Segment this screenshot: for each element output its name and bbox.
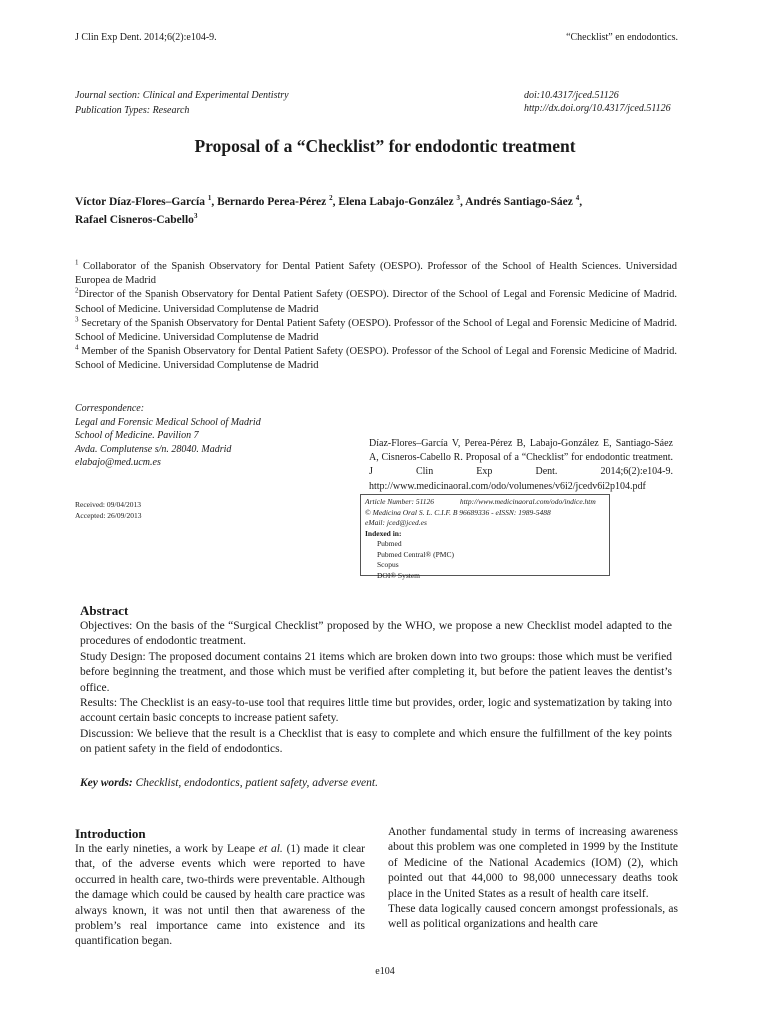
- author-sup: 1: [207, 194, 212, 203]
- affiliation: [75, 288, 677, 316]
- running-header-right: “Checklist” en endodontics.: [566, 32, 678, 43]
- affiliation-text: Director of the Spanish Observatory for Dental Patient Safety (OESPO). Director of the School of Legal and Forensic Medicine of Madrid. School of Medicine. Universidad Complutense de Madrid: [75, 289, 677, 315]
- abstract-results: Results: The Checklist is an easy-to-use tool that requires little time but provides, order, logic and systematization by taking into account certain basic concepts to increase patient safety.: [80, 697, 672, 725]
- doi: doi:10.4317/jced.51126: [524, 90, 619, 101]
- author-sep: ,: [460, 196, 466, 208]
- affiliation-sup: 1: [75, 258, 79, 267]
- author-name: Víctor Díaz-Flores–García: [75, 196, 205, 208]
- correspondence: [75, 402, 261, 470]
- abstract-study-design: Study Design: The proposed document contains 21 items which are broken down into two groups: those which must be verified before beginning the treatment, and those which must be verified after completing it, but before the patient leaves the dentist’s office.: [80, 650, 672, 694]
- publication-types: Publication Types: Research: [75, 105, 190, 116]
- abstract-objectives: Objectives: On the basis of the “Surgical Checklist” proposed by the WHO, we propose a new Checklist model adapted to the procedures of endodontic treatment.: [80, 620, 672, 648]
- author-name: Bernardo Perea-Pérez: [217, 196, 327, 208]
- intro-paragraph: [75, 842, 365, 950]
- citation: Díaz-Flores–García V, Perea-Pérez B, Labajo-González E, Santiago-Sáez A, Cisneros-Cabello R. Proposal of a “Checklist” for endodontic treatment. J Clin Exp Dent. 2014;6(2):e104-9. http://www.medicinaoral.com/odo/volumenes/v6i2/jcedv6i2p104.pdf: [369, 438, 673, 492]
- abstract-discussion: Discussion: We believe that the result is a Checklist that is easy to complete and which ensure the fulfillment of the key points on patient safety in the field of endodontics.: [80, 727, 672, 756]
- page-number: e104: [375, 966, 395, 977]
- index-link[interactable]: http://www.medicinaoral.com/odo/indice.htm: [459, 497, 596, 506]
- intro-right-column: [388, 825, 678, 933]
- doi-link[interactable]: http://dx.doi.org/10.4317/jced.51126: [524, 103, 671, 114]
- intro-text: In the early nineties, a work by Leape: [75, 843, 259, 855]
- indexed-item: Pubmed: [377, 539, 402, 548]
- article-info-box: [360, 494, 610, 580]
- dates: [75, 499, 141, 521]
- correspondence-line: School of Medicine. Pavilion 7: [75, 430, 199, 441]
- affiliation: [75, 345, 677, 373]
- author-sup: 3: [193, 212, 198, 221]
- article-number-row: [365, 497, 605, 508]
- affiliation-text: Collaborator of the Spanish Observatory for Dental Patient Safety (OESPO). Professor of the School of Health Sciences. Universidad Europea de Madrid: [75, 261, 677, 287]
- correspondence-line: Legal and Forensic Medical School of Madrid: [75, 416, 261, 428]
- intro-paragraph: Another fundamental study in terms of increasing awareness about this problem was one completed in 1999 by the Institute of Medicine of the National Academics (IOM) (2), which pointed out that 44,000 to 98,000 unnecessary deaths took place in the United States as a result of health care itself.: [388, 826, 678, 900]
- keywords-label: Key words:: [80, 777, 133, 789]
- copyright: © Medicina Oral S. L. C.I.F. B 96689336 - eISSN: 1989-5488: [365, 507, 551, 517]
- abstract-heading: Abstract: [80, 603, 129, 618]
- author-sup: 3: [456, 194, 461, 203]
- running-header-left: J Clin Exp Dent. 2014;6(2):e104-9.: [75, 32, 217, 43]
- affiliation: [75, 260, 677, 288]
- intro-paragraph: These data logically caused concern amongst professionals, as well as political organizations and health care: [388, 903, 678, 931]
- affiliation: [75, 317, 677, 345]
- indexed-label: Indexed in:: [365, 528, 402, 538]
- correspondence-label: Correspondence:: [75, 403, 145, 414]
- author-sep: ,: [332, 196, 339, 208]
- accepted-date: Accepted: 26/09/2013: [75, 511, 142, 520]
- indexed-item: Scopus: [377, 560, 399, 569]
- affiliation-sup: 3: [75, 315, 79, 324]
- info-email[interactable]: eMail: jced@jced.es: [365, 518, 427, 527]
- author-name: Andrés Santiago-Sáez: [465, 196, 573, 208]
- keywords-text: Checklist, endodontics, patient safety, adverse event.: [135, 777, 378, 789]
- affiliation-sup: 4: [75, 343, 79, 352]
- author-sup: 2: [329, 194, 333, 203]
- intro-text: (1) made it clear that, of the adverse events which were reported to have occurred in health care, two-thirds were preventable. Although the damage which could be caused by health care practice was always known, it was not until then that awareness of the problem’s real importance came into existence and its quantification began.: [75, 843, 366, 948]
- author-list: [75, 193, 685, 229]
- article-title: Proposal of a “Checklist” for endodontic treatment: [194, 136, 576, 156]
- author-sep: ,: [579, 196, 583, 208]
- intro-heading: Introduction: [75, 826, 146, 841]
- correspondence-email[interactable]: elabajo@med.ucm.es: [75, 457, 161, 468]
- author-name: Rafael Cisneros-Cabello: [75, 214, 194, 226]
- affiliation-text: Member of the Spanish Observatory for Dental Patient Safety (OESPO). Professor of the School of Legal and Forensic Medicine of Madrid. School of Medicine. Universidad Complutense de Madrid: [75, 346, 678, 372]
- affiliation-text: Secretary of the Spanish Observatory for Dental Patient Safety (OESPO). Professor of the School of Legal and Forensic Medicine of Madrid. School of Medicine. Universidad Complutense de Madrid: [75, 317, 677, 344]
- keywords: [80, 777, 378, 789]
- indexed-item: Pubmed Central® (PMC): [377, 549, 454, 559]
- abstract: [80, 603, 672, 758]
- author-sep: ,: [211, 196, 218, 208]
- intro-etal: et al.: [258, 843, 283, 855]
- intro-left-column: [75, 826, 365, 950]
- journal-section: Journal section: Clinical and Experimental Dentistry: [75, 90, 289, 101]
- indexed-item: DOI® System: [377, 570, 420, 580]
- affiliation-sup: 2: [75, 286, 79, 295]
- author-name: Elena Labajo-González: [338, 196, 454, 208]
- affiliations: [75, 260, 677, 374]
- received-date: Received: 09/04/2013: [75, 500, 142, 509]
- author-sup: 4: [575, 194, 580, 203]
- correspondence-line: Avda. Complutense s/n. 28040. Madrid: [75, 443, 232, 455]
- article-number: Article Number: 51126: [365, 497, 435, 506]
